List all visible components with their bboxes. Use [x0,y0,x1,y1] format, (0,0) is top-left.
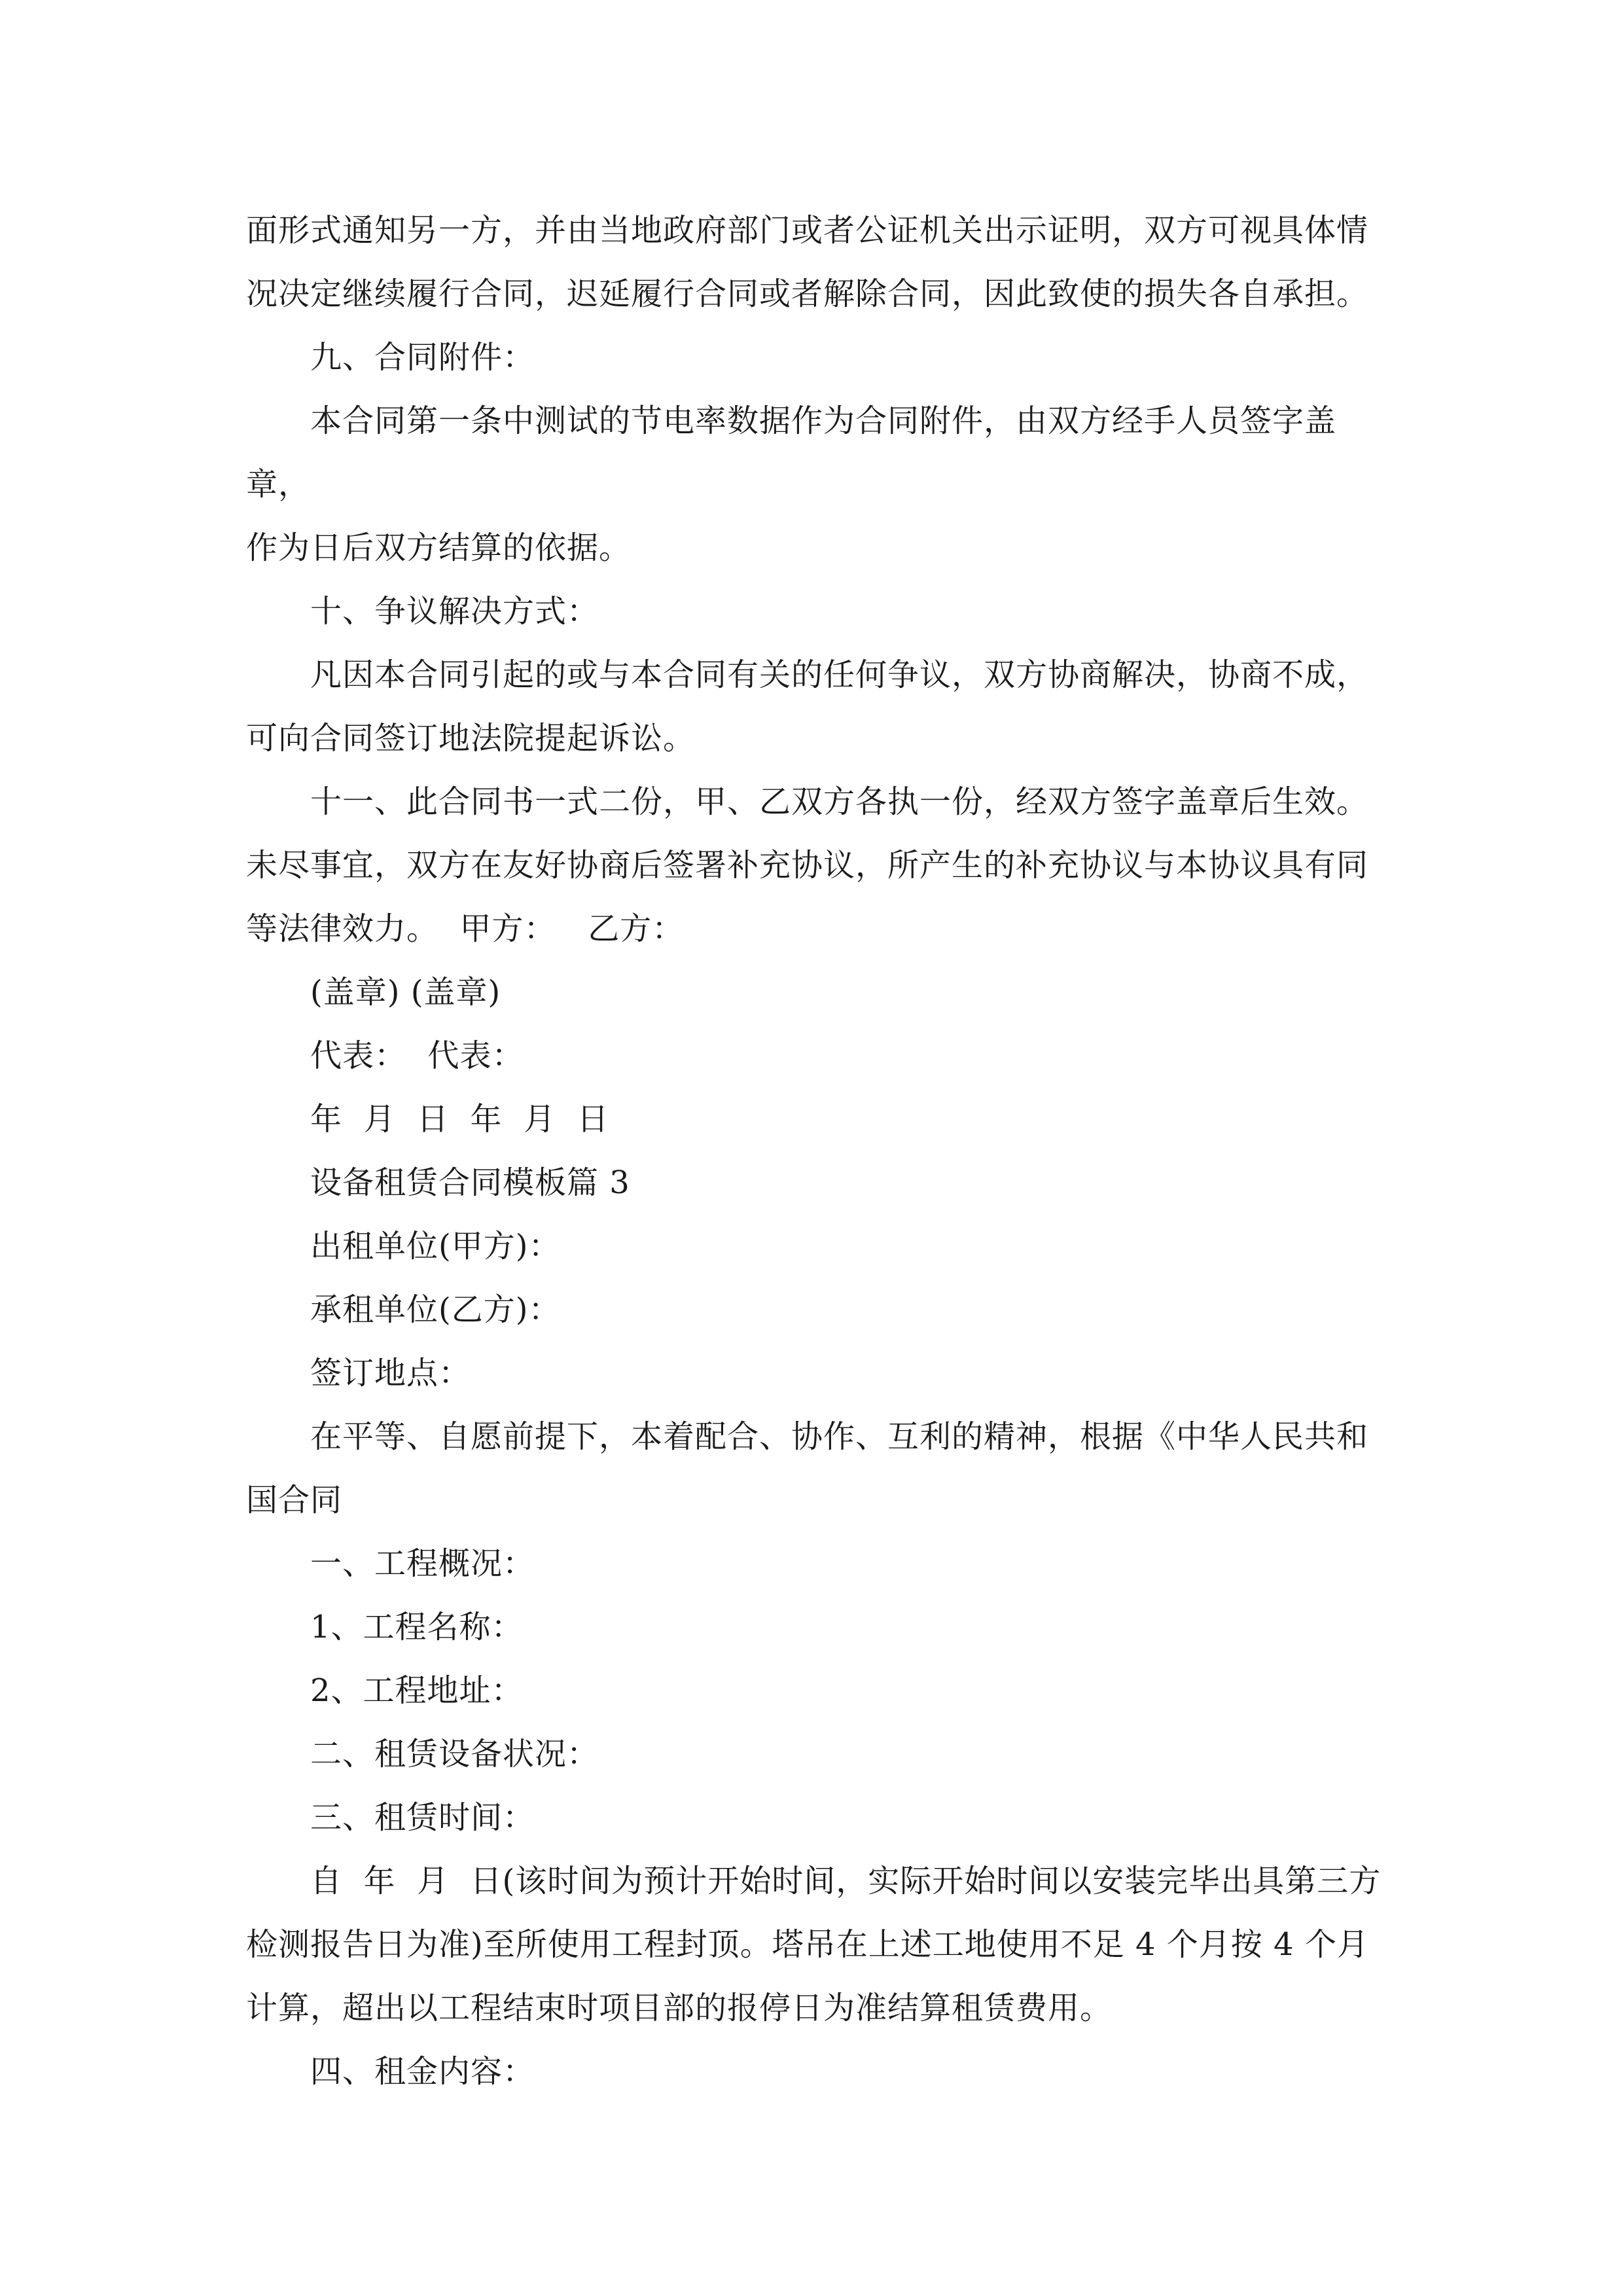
text-line: 年 月 日 年 月 日 [310,1101,609,1138]
text-line: 十一、此合同书一式二份，甲、乙双方各执一份，经双方签字盖章后生效。 [310,783,1369,820]
text-line: (盖章) (盖章) [310,974,501,1011]
text-line: 自 年 月 日(该时间为预计开始时间，实际开始时间以安装完毕出具第三方 [310,1863,1382,1899]
text-line: 2、工程地址： [310,1672,524,1709]
text-line: 计算，超出以工程结束时项目部的报停日为准结算租赁费用。 [246,1990,1113,2026]
text-line: 国合同 [246,1482,343,1518]
text-line: 检测报告日为准)至所使用工程封顶。塔吊在上述工地使用不足 4 个月按 4 个月 [246,1926,1369,1963]
text-line: 九、合同附件： [310,339,535,376]
text-line: 面形式通知另一方，并由当地政府部门或者公证机关出示证明，双方可视具体情 [246,212,1369,249]
text-line: 出租单位(甲方)： [310,1228,561,1265]
text-line: 代表： 代表： [310,1037,524,1074]
text-line: 签订地点： [310,1355,471,1391]
text-line: 1、工程名称： [310,1609,524,1645]
text-line: 十、争议解决方式： [310,593,599,630]
text-line: 在平等、自愿前提下，本着配合、协作、互利的精神，根据《中华人民共和 [310,1418,1369,1455]
text-line: 本合同第一条中测试的节电率数据作为合同附件，由双方经手人员签字盖章， [246,403,1337,503]
document-body [246,199,1391,2104]
text-line: 承租单位(乙方)： [310,1291,561,1328]
text-line: 四、租金内容： [310,2053,535,2090]
text-line: 三、租赁时间： [310,1799,535,1836]
text-line: 作为日后双方结算的依据。 [246,529,632,566]
text-line: 未尽事宜，双方在友好协商后签署补充协议，所产生的补充协议与本协议具有同 [246,847,1369,884]
text-line: 二、租赁设备状况： [310,1736,599,1772]
text-line: 凡因本合同引起的或与本合同有关的任何争议，双方协商解决，协商不成， [310,656,1369,693]
text-line: 等法律效力。 甲方： 乙方： [246,910,685,947]
text-line: 可向合同签订地法院提起诉讼。 [246,720,696,757]
text-line: 况决定继续履行合同，迟延履行合同或者解除合同，因此致使的损失各自承担。 [246,276,1369,312]
text-line: 设备租赁合同模板篇 3 [310,1164,630,1201]
text-line: 一、工程概况： [310,1545,535,1582]
